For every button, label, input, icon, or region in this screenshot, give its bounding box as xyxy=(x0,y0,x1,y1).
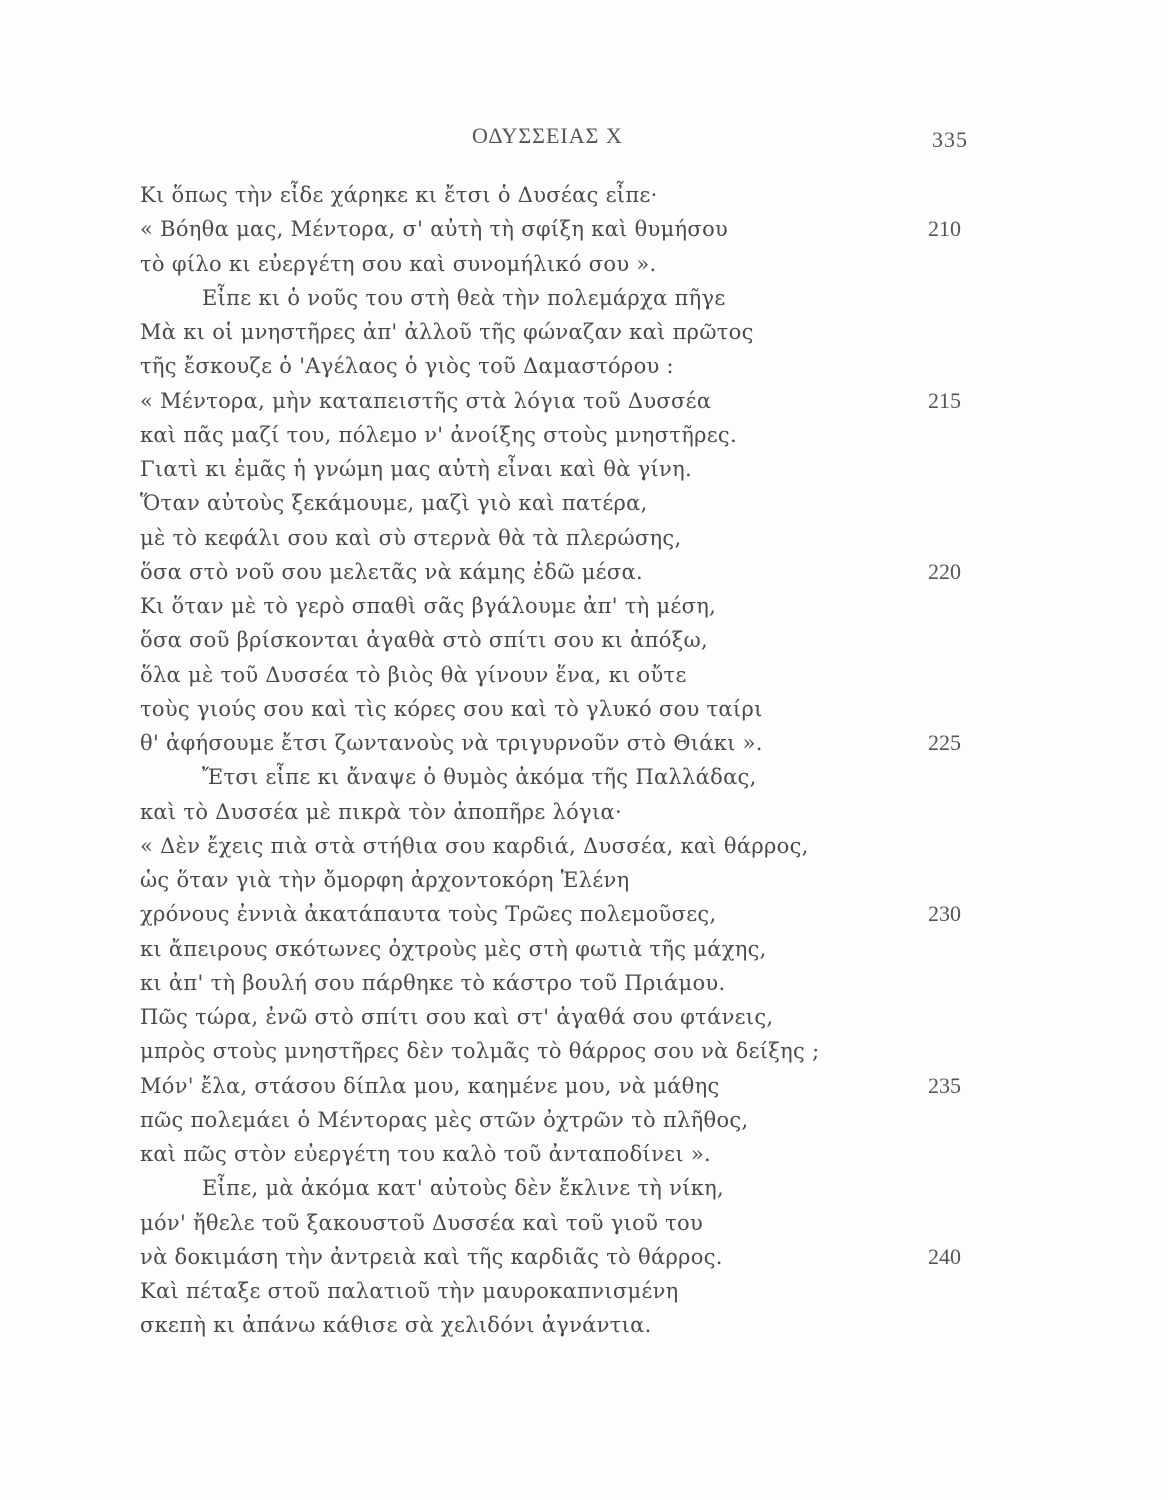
line-number: 220 xyxy=(928,558,961,584)
verse-line xyxy=(140,315,1020,349)
verse-text: ὡς ὅταν γιὰ τὴν ὄμορφη ἀρχοντοκόρη Ἑλένη xyxy=(140,868,630,892)
verse-text: τοὺς γιούς σου καὶ τὶς κόρες σου καὶ τὸ γλυκό σου ταίρι xyxy=(140,696,763,721)
verse-block xyxy=(140,178,1020,1343)
verse-text: Εἶπε, μὰ ἀκόμα κατ' αὐτοὺς δὲν ἔκλινε τὴ νίκη, xyxy=(202,1176,725,1201)
verse-line xyxy=(140,932,1020,966)
verse-line xyxy=(140,1034,1020,1068)
verse-line xyxy=(140,1206,1020,1240)
line-number: 235 xyxy=(928,1072,961,1098)
verse-text: κι ἀπ' τὴ βουλή σου πάρθηκε τὸ κάστρο τοῦ Πριάμου. xyxy=(140,970,726,995)
verse-text: « Δὲν ἔχεις πιὰ στὰ στήθια σου καρδιά, Δυσσέα, καὶ θάρρος, xyxy=(140,833,809,858)
verse-line xyxy=(140,349,1020,383)
verse-text: μὲ τὸ κεφάλι σου καὶ σὺ στερνὰ θὰ τὰ πλερώσης, xyxy=(140,525,682,550)
verse-line xyxy=(140,1137,1020,1171)
verse-line xyxy=(140,623,1020,657)
verse-line xyxy=(140,966,1020,1000)
verse-line xyxy=(140,212,1020,246)
verse-line xyxy=(140,658,1020,692)
verse-line xyxy=(140,418,1020,452)
verse-line xyxy=(140,795,1020,829)
verse-line xyxy=(140,1103,1020,1137)
verse-line xyxy=(140,452,1020,486)
running-head xyxy=(0,123,1168,159)
verse-text: Ἔτσι εἶπε κι ἄναψε ὁ θυμὸς ἀκόμα τῆς Παλλάδας, xyxy=(202,765,757,790)
verse-text: Εἶπε κι ὁ νοῦς του στὴ θεὰ τὴν πολεμάρχα πῆγε xyxy=(202,285,726,310)
verse-text: Κι ὅπως τὴν εἶδε χάρηκε κι ἔτσι ὁ Δυσέας εἶπε· xyxy=(140,183,658,207)
verse-text: Ὅταν αὐτοὺς ξεκάμουμε, μαζὶ γιὸ καὶ πατέρα, xyxy=(140,491,648,516)
verse-line xyxy=(140,1308,1020,1342)
verse-line xyxy=(140,281,1020,315)
verse-line xyxy=(140,1069,1020,1103)
verse-text: τῆς ἔσκουζε ὁ 'Αγέλαος ὁ γιὸς τοῦ Δαμαστόρου : xyxy=(140,354,674,379)
page-number: 335 xyxy=(932,127,968,152)
verse-line xyxy=(140,521,1020,555)
verse-text: « Βόηθα μας, Μέντορα, σ' αὐτὴ τὴ σφίξη καὶ θυμήσου xyxy=(140,217,729,242)
verse-text: Κι ὅταν μὲ τὸ γερὸ σπαθὶ σᾶς βγάλουμε ἀπ' τὴ μέση, xyxy=(140,594,717,618)
verse-text: μόν' ἤθελε τοῦ ξακουστοῦ Δυσσέα καὶ τοῦ γιοῦ του xyxy=(140,1210,704,1235)
verse-text: Μόν' ἔλα, στάσου δίπλα μου, καημένε μου, νὰ μάθης xyxy=(140,1073,720,1098)
verse-line xyxy=(140,897,1020,931)
verse-text: καὶ πᾶς μαζί του, πόλεμο ν' ἀνοίξης στοὺς μνηστῆρες. xyxy=(140,422,737,447)
verse-line xyxy=(140,555,1020,589)
verse-text: νὰ δοκιμάση τὴν ἀντρειὰ καὶ τῆς καρδιᾶς τὸ θάρρος. xyxy=(140,1244,723,1269)
verse-line xyxy=(140,1274,1020,1308)
line-number: 240 xyxy=(928,1243,961,1269)
verse-line xyxy=(140,726,1020,760)
verse-text: κι ἄπειρους σκότωνες ὀχτροὺς μὲς στὴ φωτιὰ τῆς μάχης, xyxy=(140,936,767,961)
verse-text: Μὰ κι οἱ μνηστῆρες ἀπ' ἀλλοῦ τῆς φώναζαν καὶ πρῶτος xyxy=(140,320,754,344)
line-number: 210 xyxy=(928,216,961,242)
verse-text: Πῶς τώρα, ἐνῶ στὸ σπίτι σου καὶ στ' ἀγαθά σου φτάνεις, xyxy=(140,1005,774,1029)
verse-line xyxy=(140,692,1020,726)
line-number: 230 xyxy=(928,901,961,927)
verse-line xyxy=(140,863,1020,897)
verse-text: σκεπὴ κι ἀπάνω κάθισε σὰ χελιδόνι ἀγνάντια. xyxy=(140,1313,652,1338)
verse-line xyxy=(140,760,1020,794)
verse-text: τὸ φίλο κι εὐεργέτη σου καὶ συνομήλικό σου ». xyxy=(140,251,657,276)
verse-line xyxy=(140,178,1020,212)
verse-line xyxy=(140,384,1020,418)
verse-text: καὶ τὸ Δυσσέα μὲ πικρὰ τὸν ἀποπῆρε λόγια· xyxy=(140,799,622,824)
verse-text: ὅσα στὸ νοῦ σου μελετᾶς νὰ κάμης ἐδῶ μέσα. xyxy=(140,559,643,584)
verse-line xyxy=(140,1171,1020,1205)
verse-text: πῶς πολεμάει ὁ Μέντορας μὲς στῶν ὀχτρῶν τὸ πλῆθος, xyxy=(140,1107,749,1132)
verse-text: ὅλα μὲ τοῦ Δυσσέα τὸ βιὸς θὰ γίνουν ἕνα, κι οὔτε xyxy=(140,662,687,687)
line-number: 215 xyxy=(928,387,961,413)
verse-text: χρόνους ἐννιὰ ἀκατάπαυτα τοὺς Τρῶες πολεμοῦσες, xyxy=(140,902,717,927)
verse-line xyxy=(140,247,1020,281)
verse-line xyxy=(140,589,1020,623)
verse-text: ὅσα σοῦ βρίσκονται ἀγαθὰ στὸ σπίτι σου κι ἀπόξω, xyxy=(140,628,708,653)
verse-line xyxy=(140,829,1020,863)
verse-line xyxy=(140,1000,1020,1034)
verse-text: Καὶ πέταξε στοῦ παλατιοῦ τὴν μαυροκαπνισμένη xyxy=(140,1279,679,1303)
verse-line xyxy=(140,486,1020,520)
running-title: ΟΔΥΣΣΕΙΑΣ Χ xyxy=(472,123,623,148)
verse-line xyxy=(140,1240,1020,1274)
verse-text: Γιατὶ κι ἐμᾶς ἡ γνώμη μας αὐτὴ εἶναι καὶ θὰ γίνη. xyxy=(140,457,692,481)
verse-text: « Μέντορα, μὴν καταπειστῆς στὰ λόγια τοῦ Δυσσέα xyxy=(140,388,712,413)
line-number: 225 xyxy=(928,730,961,755)
verse-text: θ' ἀφήσουμε ἔτσι ζωντανοὺς νὰ τριγυρνοῦν στὸ Θιάκι ». xyxy=(140,731,763,755)
verse-text: μπρὸς στοὺς μνηστῆρες δὲν τολμᾶς τὸ θάρρος σου νὰ δείξης ; xyxy=(140,1039,820,1064)
verse-text: καὶ πῶς στὸν εὐεργέτη του καλὸ τοῦ ἀνταποδίνει ». xyxy=(140,1142,711,1166)
